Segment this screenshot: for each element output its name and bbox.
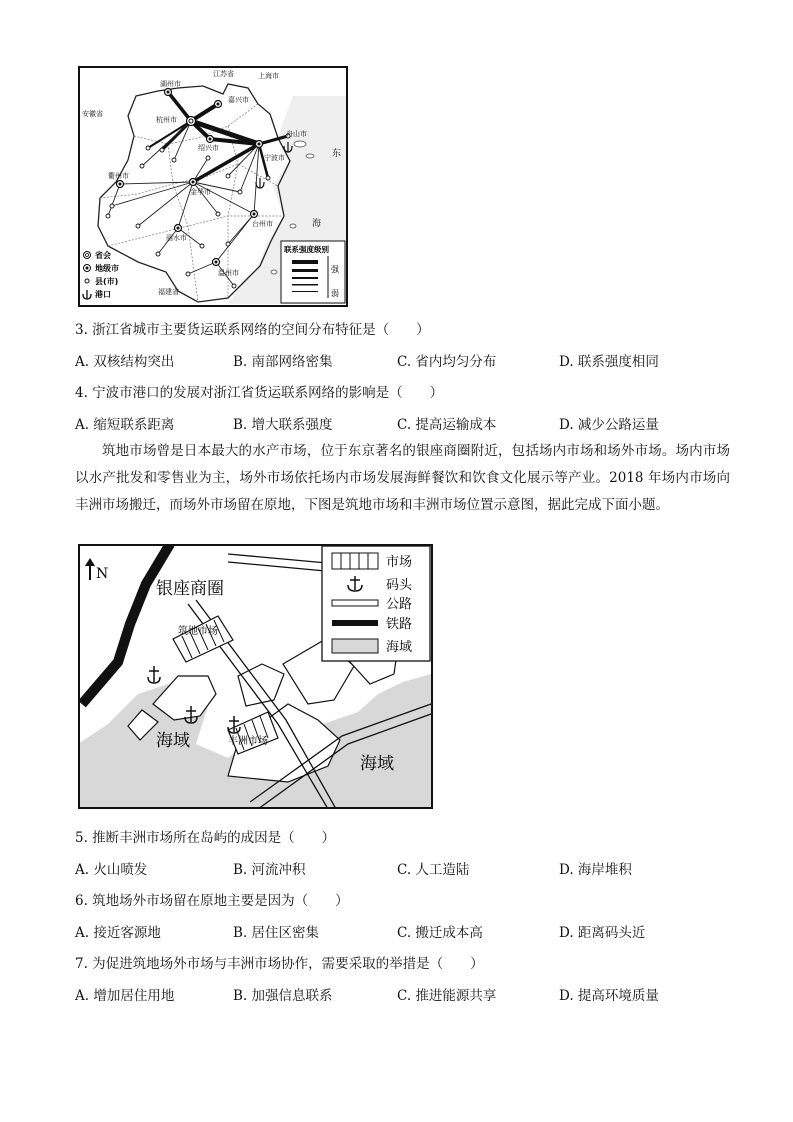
question-5-stem: 5. 推断丰洲市场所在岛屿的成因是（ ） [75,830,336,846]
strength-weak: 弱 [331,289,339,298]
label-shaoxing: 绍兴市 [198,144,219,152]
q3-option-c[interactable]: C. 省内均匀分布 [397,354,497,370]
q3-option-b[interactable]: B. 南部网络密集 [233,354,333,370]
tsukiji-label: 筑地市场 [178,626,218,637]
label-jinhua: 金华市 [190,188,211,196]
label-shanghai: 上海市 [258,72,279,80]
label-ningbo: 宁波市 [264,154,285,162]
tsukiji-toyosu-map [78,544,433,809]
legend-capital: 省会 [95,251,111,260]
question-4-stem: 4. 宁波市港口的发展对浙江省货运联系网络的影响是（ ） [75,385,444,401]
legend-port: 港口 [95,290,111,299]
q6-option-c[interactable]: C. 搬迁成本高 [397,925,483,941]
label-fujian: 福建省 [158,288,179,296]
question-6-stem: 6. 筑地场外市场留在原地主要是因为（ ） [75,893,349,909]
ginza-label: 银座商圈 [156,579,224,599]
q3-option-d[interactable]: D. 联系强度相同 [559,354,659,370]
legend-city: 地级市 [95,264,119,273]
q5-option-d[interactable]: D. 海岸堆积 [559,862,632,878]
q7-option-b[interactable]: B. 加强信息联系 [233,988,333,1004]
map2-legend [322,546,430,661]
q4-option-c[interactable]: C. 提高运输成本 [397,417,497,433]
label-anhui: 安徽省 [82,110,103,118]
q7-option-d[interactable]: D. 提高环境质量 [559,988,659,1004]
q7-option-a[interactable]: A. 增加居住用地 [75,988,175,1004]
reading-passage: 筑地市场曾是日本最大的水产市场，位于东京著名的银座商圈附近，包括场内市场和场外市场。场内市场以水产批发和零售业为主，场外市场依托场内市场发展海鲜餐饮和饮食文化展示等产业。2018 年场内市场向丰洲市场搬迁，而场外市场留在原地，下图是筑地市场和丰洲市场位置示意图，据此完成下面小题。 [75,443,730,513]
legend-market: 市场 [386,555,413,570]
strength-strong: 强 [331,265,339,274]
label-huzhou: 湖州市 [160,80,181,88]
legend-dock: 码头 [386,578,413,593]
label-taizhou: 台州市 [252,220,273,228]
sea-label-1: 海域 [156,731,190,751]
label-jiaxing: 嘉兴市 [228,96,249,104]
q5-option-c[interactable]: C. 人工造陆 [397,862,470,878]
label-lishui: 丽水市 [166,234,187,242]
north-label: N [96,566,109,582]
question-7-stem: 7. 为促进筑地场外市场与丰洲市场协作，需要采取的举措是（ ） [75,956,484,972]
legend-road: 公路 [386,597,413,612]
label-east-sea-2: 海 [312,219,322,229]
question-3-stem: 3. 浙江省城市主要货运联系网络的空间分布特征是（ ） [75,322,430,338]
label-zhoushan: 舟山市 [286,130,307,138]
label-quzhou: 衢州市 [108,172,129,180]
q5-option-a[interactable]: A. 火山喷发 [75,862,148,878]
q4-option-d[interactable]: D. 减少公路运量 [559,417,659,433]
legend-county: 县(市) [95,277,119,286]
label-jiangsu: 江苏省 [213,70,234,78]
q6-option-b[interactable]: B. 居住区密集 [233,925,320,941]
q5-option-b[interactable]: B. 河流冲积 [233,862,306,878]
q6-option-a[interactable]: A. 接近客源地 [75,925,161,941]
q7-option-c[interactable]: C. 推进能源共享 [397,988,497,1004]
strength-legend-title: 联系强度级别 [284,245,329,254]
sea-label-2: 海域 [360,754,394,774]
q3-option-a[interactable]: A. 双核结构突出 [75,354,175,370]
q6-option-d[interactable]: D. 距离码头近 [559,925,646,941]
label-wenzhou: 温州市 [218,269,239,277]
legend-sea: 海域 [386,640,413,655]
label-hangzhou: 杭州市 [156,116,177,124]
q4-option-b[interactable]: B. 增大联系强度 [233,417,333,433]
zhejiang-freight-network-map [78,66,348,307]
toyosu-label: 丰洲市场 [228,736,268,747]
label-east-sea-1: 东 [332,149,342,159]
strength-legend [281,241,345,303]
q4-option-a[interactable]: A. 缩短联系距离 [75,417,175,433]
legend-railway: 铁路 [386,617,413,632]
